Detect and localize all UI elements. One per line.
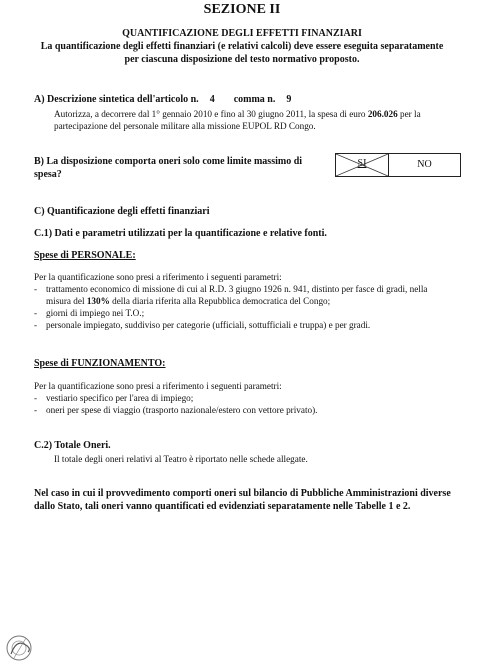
list-item: - personale impiegato, suddiviso per categorie (ufficiali, sottufficiali e truppa) e per gradi.	[34, 320, 371, 330]
list-item: - oneri per spese di viaggio (trasporto nazionale/estero con vettore privato).	[34, 405, 318, 415]
yes-no-box	[335, 153, 461, 177]
section-c1-heading: C.1) Dati e parametri utilizzati per la quantificazione e relative fonti.	[34, 228, 327, 239]
comma-number: 9	[286, 94, 292, 105]
article-number: 4	[209, 94, 215, 105]
funzionamento-intro: Per la quantificazione sono presi a riferimento i seguenti parametri:	[34, 381, 282, 391]
list-dash: -	[34, 284, 38, 294]
list-item: - trattamento economico di missione di cui al R.D. 3 giugno 1926 n. 941, distinto per fasce di gradi, nella misura del 130% della diaria riferita alla Repubblica democratica del Congo;	[34, 284, 428, 306]
section-a-description	[54, 108, 454, 132]
section-c-heading: C) Quantificazione degli effetti finanziari	[34, 206, 210, 217]
quantification-title: QUANTIFICAZIONE DEGLI EFFETTI FINANZIARI	[122, 28, 362, 39]
no-option[interactable]: NO	[417, 159, 432, 170]
si-option[interactable]	[336, 154, 389, 176]
section-a-heading	[34, 94, 291, 107]
final-note: Nel caso in cui il provvedimento comporti oneri sul bilancio di Pubbliche Amministrazioni diverse dallo Stato, tali oneri vanno quantificati ed evidenziati separatamente nelle Tabelle 1 e 2.	[34, 488, 451, 512]
section-a-label: A) Descrizione sintetica dell'articolo n.	[34, 94, 199, 105]
percentage-value: 130%	[86, 296, 110, 306]
funzionamento-heading: Spese di FUNZIONAMENTO:	[34, 358, 166, 369]
si-label: SI	[357, 158, 367, 169]
stamp-seal-icon	[4, 632, 34, 664]
personale-intro: Per la quantificazione sono presi a riferimento i seguenti parametri:	[34, 272, 282, 282]
section-a-amount: 206.026	[367, 109, 398, 119]
list-dash: -	[34, 393, 38, 403]
personale-heading: Spese di PERSONALE:	[34, 250, 136, 261]
list-dash: -	[34, 405, 38, 415]
personale-list	[34, 283, 454, 331]
section-c2-body: Il totale degli oneri relativi al Teatro è riportato nelle schede allegate.	[54, 454, 308, 464]
section-a-text-post: per la partecipazione del personale militare alla missione EUPOL RD Congo.	[54, 109, 421, 131]
section-a-text-pre: Autorizza, a decorrere dal 1° gennaio 2010 e fino al 30 giugno 2011, la spesa di euro	[54, 109, 368, 119]
section-title: SEZIONE II	[203, 2, 281, 17]
list-item: - giorni di impiego nei T.O.;	[34, 308, 145, 318]
section-c2-heading: C.2) Totale Oneri.	[34, 440, 111, 451]
list-dash: -	[34, 320, 38, 330]
list-item: - vestiario specifico per l'area di impiego;	[34, 393, 194, 403]
section-b-question: B) La disposizione comporta oneri solo come limite massimo di spesa?	[34, 156, 303, 180]
comma-label: comma n.	[233, 94, 276, 105]
list-dash: -	[34, 308, 38, 318]
quantification-subtitle: La quantificazione degli effetti finanziari (e relativi calcoli) deve essere eseguita separatamente per ciascuna disposizione del testo normativo proposto.	[40, 41, 444, 65]
funzionamento-list	[34, 392, 454, 416]
